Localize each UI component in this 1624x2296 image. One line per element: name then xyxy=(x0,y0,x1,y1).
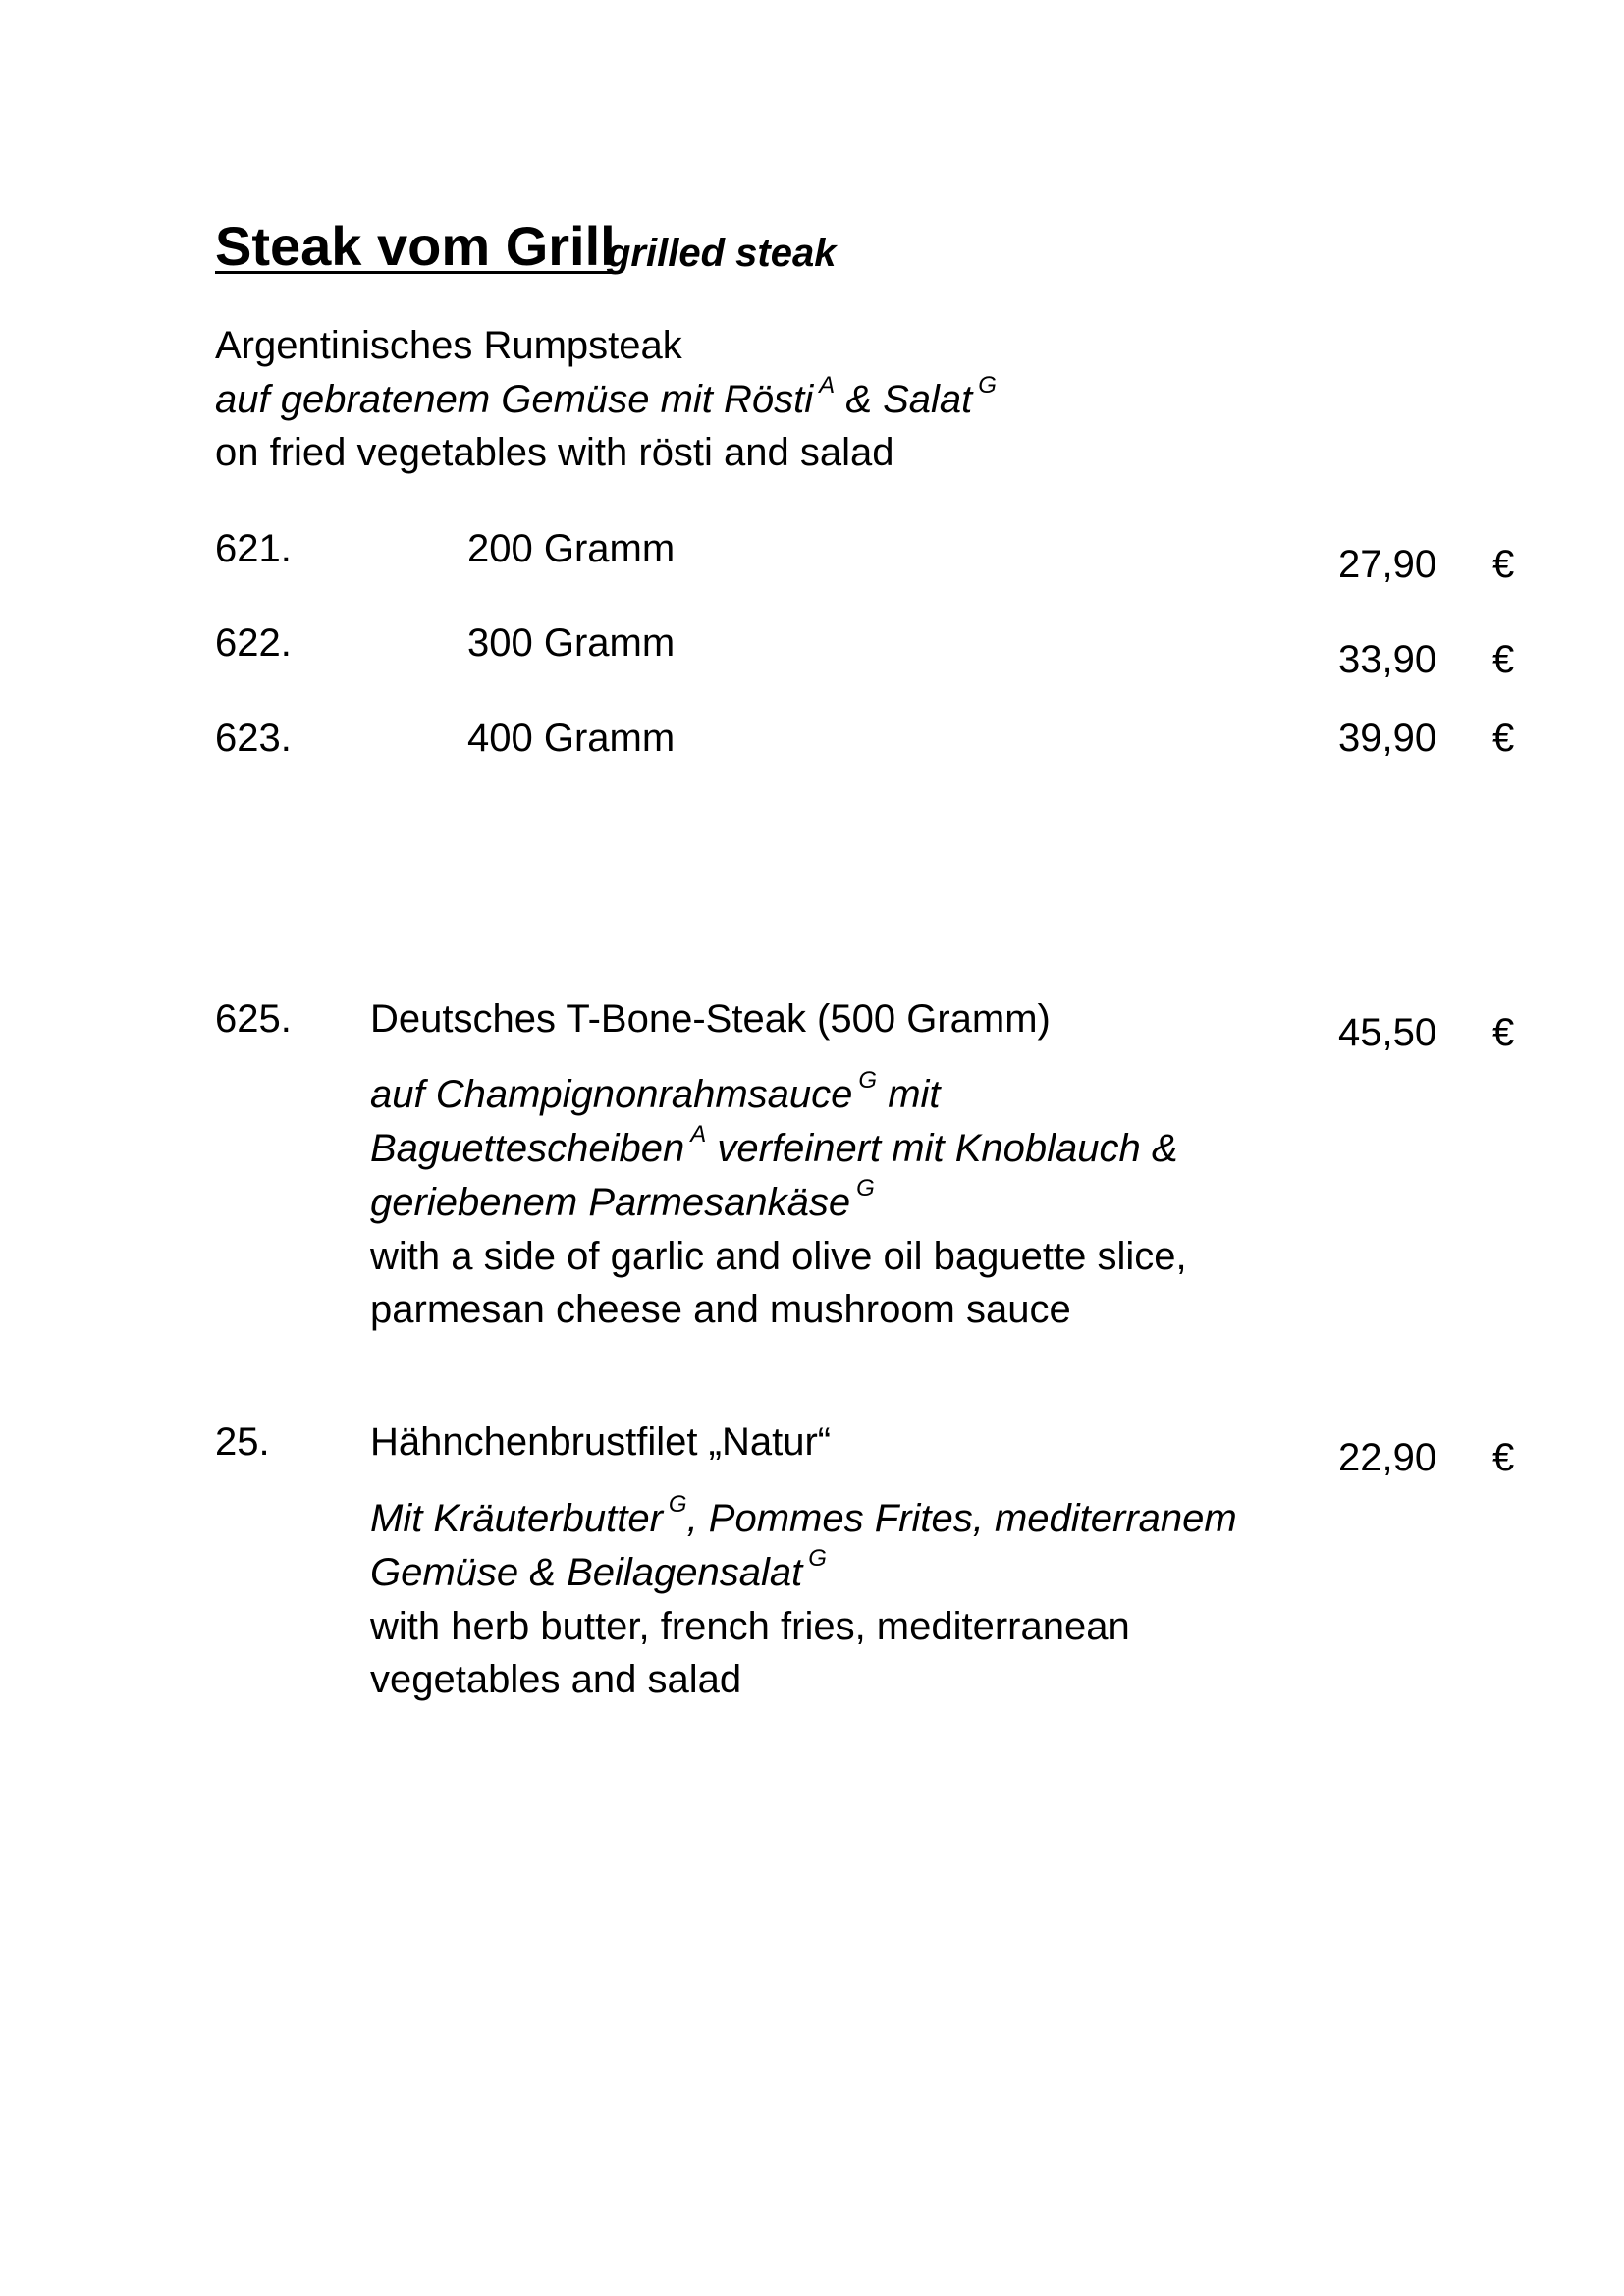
tbone-desc-en-line1: with a side of garlic and olive oil baguette slice, xyxy=(370,1235,1187,1278)
currency: € xyxy=(1492,717,1515,760)
currency: € xyxy=(1492,1011,1515,1054)
price: 45,50 xyxy=(1338,1011,1437,1054)
allergen-marker: A xyxy=(819,372,836,399)
rumpsteak-desc-de: auf gebratenem Gemüse mit Rösti $^A$ & Salat $^G$ xyxy=(215,372,997,421)
size-label: 400 Gramm xyxy=(467,717,676,760)
currency: € xyxy=(1492,638,1515,681)
item-number: 25. xyxy=(215,1420,270,1464)
allergen-marker: G xyxy=(808,1545,827,1572)
size-label: 300 Gramm xyxy=(467,621,676,665)
chicken-name: Hähnchenbrustfilet „Natur“ xyxy=(370,1420,832,1464)
currency: € xyxy=(1492,543,1515,586)
item-number: 625. xyxy=(215,997,292,1041)
item-number: 621. xyxy=(215,527,292,570)
tbone-name: Deutsches T-Bone-Steak (500 Gramm) xyxy=(370,997,1051,1041)
rumpsteak-desc-en: on fried vegetables with rösti and salad xyxy=(215,431,894,474)
item-number: 622. xyxy=(215,621,292,665)
price: 27,90 xyxy=(1338,543,1437,586)
price: 39,90 xyxy=(1338,717,1437,760)
chicken-desc-en-line1: with herb butter, french fries, mediterranean xyxy=(370,1605,1130,1648)
size-label: 200 Gramm xyxy=(467,527,676,570)
chicken-desc-en-line2: vegetables and salad xyxy=(370,1658,742,1701)
section-subtitle: grilled steak xyxy=(607,232,837,275)
allergen-marker: G xyxy=(668,1491,687,1518)
tbone-desc-en-line2: parmesan cheese and mushroom sauce xyxy=(370,1288,1071,1331)
currency: € xyxy=(1492,1436,1515,1479)
item-number: 623. xyxy=(215,717,292,760)
section-title: Steak vom Grill xyxy=(215,215,616,277)
allergen-marker: G xyxy=(858,1067,878,1094)
rumpsteak-name: Argentinisches Rumpsteak xyxy=(215,324,682,367)
allergen-marker: A xyxy=(690,1121,707,1148)
price: 33,90 xyxy=(1338,638,1437,681)
allergen-marker: G xyxy=(978,372,997,399)
price: 22,90 xyxy=(1338,1436,1437,1479)
tbone-desc-de-line3: geriebenem Parmesankäse $^G$ xyxy=(370,1175,875,1224)
tbone-desc-de-line2: Baguettescheiben $^A$ verfeinert mit Knoblauch & xyxy=(370,1121,1178,1170)
chicken-desc-de-line2: Gemüse & Beilagensalat $^G$ xyxy=(370,1545,827,1594)
tbone-desc-de-line1: auf Champignonrahmsauce $^G$ mit xyxy=(370,1067,941,1116)
allergen-marker: G xyxy=(856,1175,875,1201)
chicken-desc-de-line1: Mit Kräuterbutter $^G$, Pommes Frites, mediterranem xyxy=(370,1491,1237,1540)
